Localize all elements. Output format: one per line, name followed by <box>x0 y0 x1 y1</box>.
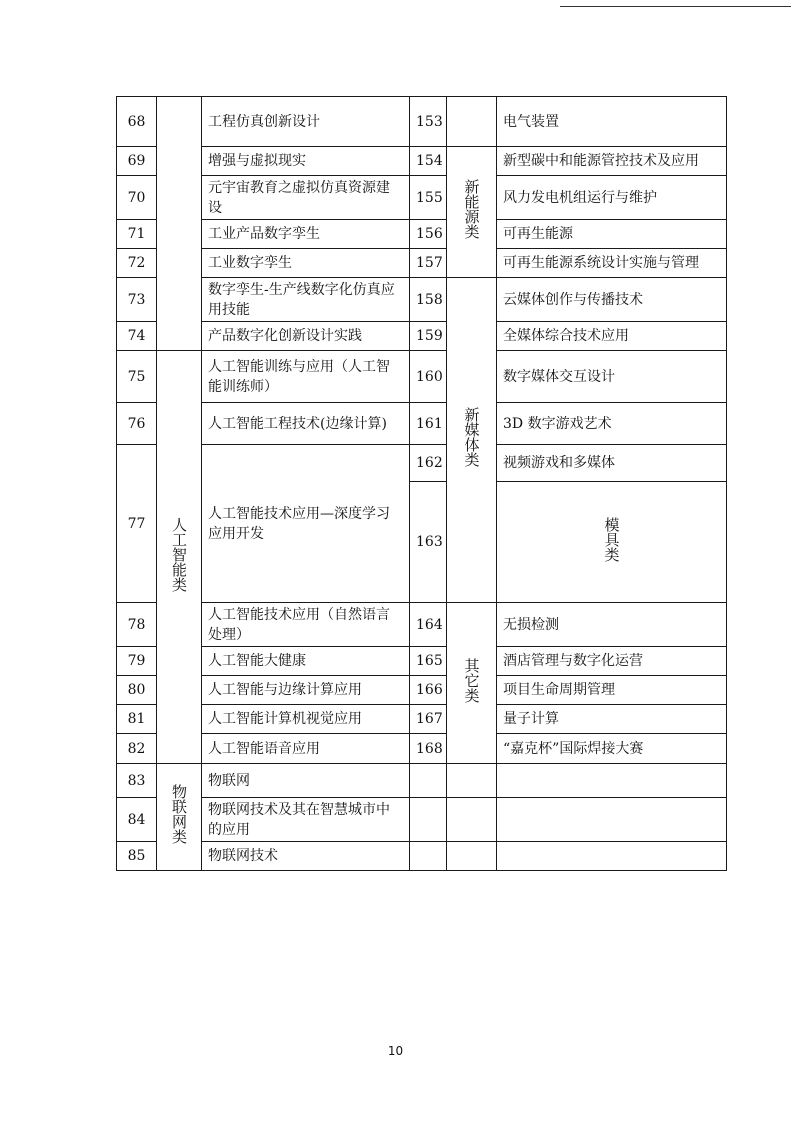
competition-table <box>116 96 727 871</box>
item-name: 人工智能与边缘计算应用 <box>202 676 410 705</box>
item-name: 元宇宙教育之虚拟仿真资源建设 <box>202 176 410 220</box>
item-name: 量子计算 <box>497 705 727 734</box>
item-name: 可再生能源系统设计实施与管理 <box>497 249 727 278</box>
item-number: 71 <box>117 220 157 249</box>
page-number: 10 <box>387 1044 404 1058</box>
item-name: 项目生命周期管理 <box>497 676 727 705</box>
category-iot: 物联网类 <box>157 764 202 871</box>
item-name: 数字孪生-生产线数字化仿真应用技能 <box>202 278 410 322</box>
item-number: 166 <box>410 676 447 705</box>
item-number: 79 <box>117 647 157 676</box>
category-cell <box>447 97 497 147</box>
table-row <box>117 798 727 842</box>
item-name: 人工智能技术应用（自然语言处理） <box>202 603 410 647</box>
item-name: 全媒体综合技术应用 <box>497 322 727 351</box>
empty-cell <box>410 842 447 871</box>
item-number: 81 <box>117 705 157 734</box>
item-number: 158 <box>410 278 447 322</box>
item-name: 3D 数字游戏艺术 <box>497 403 727 445</box>
table-row <box>117 278 727 322</box>
item-number: 159 <box>410 322 447 351</box>
empty-cell <box>497 798 727 842</box>
item-name: 酒店管理与数字化运营 <box>497 647 727 676</box>
table-row <box>117 764 727 798</box>
item-name: 人工智能计算机视觉应用 <box>202 705 410 734</box>
table-row <box>117 351 727 403</box>
item-number: 163 <box>410 482 447 603</box>
item-name: 无损检测 <box>497 603 727 647</box>
item-number: 78 <box>117 603 157 647</box>
table-row <box>117 322 727 351</box>
item-number: 75 <box>117 351 157 403</box>
item-name: 可再生能源 <box>497 220 727 249</box>
table-row <box>117 403 727 445</box>
table-row <box>117 842 727 871</box>
table-row <box>117 176 727 220</box>
empty-cell <box>497 842 727 871</box>
item-number: 84 <box>117 798 157 842</box>
empty-cell <box>447 764 497 798</box>
item-name: 产品数字化创新设计实践 <box>202 322 410 351</box>
table-row <box>117 647 727 676</box>
item-number: 155 <box>410 176 447 220</box>
item-name: 增强与虚拟现实 <box>202 147 410 176</box>
item-name: 数字媒体交互设计 <box>497 351 727 403</box>
item-name: 人工智能大健康 <box>202 647 410 676</box>
empty-cell <box>410 764 447 798</box>
item-number: 68 <box>117 97 157 147</box>
item-name: 人工智能语音应用 <box>202 734 410 764</box>
item-number: 153 <box>410 97 447 147</box>
header-rule <box>560 6 791 7</box>
table-row <box>117 734 727 764</box>
item-number: 73 <box>117 278 157 322</box>
item-number: 167 <box>410 705 447 734</box>
item-name: 新型碳中和能源管控技术及应用 <box>497 147 727 176</box>
item-number: 160 <box>410 351 447 403</box>
category-ai: 人工智能类 <box>157 351 202 764</box>
item-name: 工程仿真创新设计 <box>202 97 410 147</box>
empty-cell <box>497 764 727 798</box>
item-name: 工业数字孪生 <box>202 249 410 278</box>
empty-cell <box>447 842 497 871</box>
item-number: 76 <box>117 403 157 445</box>
item-name: 物联网技术及其在智慧城市中的应用 <box>202 798 410 842</box>
table-row <box>117 220 727 249</box>
item-name: 视频游戏和多媒体 <box>497 445 727 482</box>
item-number: 154 <box>410 147 447 176</box>
item-name: “嘉克杯”国际焊接大赛 <box>497 734 727 764</box>
table-row <box>117 147 727 176</box>
item-number: 80 <box>117 676 157 705</box>
item-number: 85 <box>117 842 157 871</box>
category-new-energy: 新能源类 <box>447 147 497 278</box>
item-number: 70 <box>117 176 157 220</box>
table-row <box>117 705 727 734</box>
item-name: 物联网技术 <box>202 842 410 871</box>
item-number: 161 <box>410 403 447 445</box>
empty-cell <box>447 798 497 842</box>
item-number: 165 <box>410 647 447 676</box>
item-number: 74 <box>117 322 157 351</box>
item-number: 83 <box>117 764 157 798</box>
item-name: 风力发电机组运行与维护 <box>497 176 727 220</box>
item-name: 人工智能技术应用—深度学习应用开发 <box>202 445 410 603</box>
item-number: 69 <box>117 147 157 176</box>
table-row <box>117 603 727 647</box>
item-number: 157 <box>410 249 447 278</box>
item-number: 82 <box>117 734 157 764</box>
item-number: 156 <box>410 220 447 249</box>
category-new-media: 新媒体类 <box>447 278 497 603</box>
category-other: 其它类 <box>447 603 497 764</box>
table-row <box>117 445 727 482</box>
item-name: 物联网 <box>202 764 410 798</box>
item-number: 164 <box>410 603 447 647</box>
item-number: 72 <box>117 249 157 278</box>
item-name: 人工智能工程技术(边缘计算) <box>202 403 410 445</box>
item-number: 77 <box>117 445 157 603</box>
item-name: 工业产品数字孪生 <box>202 220 410 249</box>
item-name: 电气装置 <box>497 97 727 147</box>
table-row <box>117 97 727 147</box>
empty-cell <box>410 798 447 842</box>
category-cell <box>157 97 202 351</box>
item-number: 168 <box>410 734 447 764</box>
category-mold: 模具类 <box>497 482 727 603</box>
table-row <box>117 676 727 705</box>
item-number: 162 <box>410 445 447 482</box>
item-name: 人工智能训练与应用（人工智能训练师） <box>202 351 410 403</box>
table-row <box>117 249 727 278</box>
item-name: 云媒体创作与传播技术 <box>497 278 727 322</box>
